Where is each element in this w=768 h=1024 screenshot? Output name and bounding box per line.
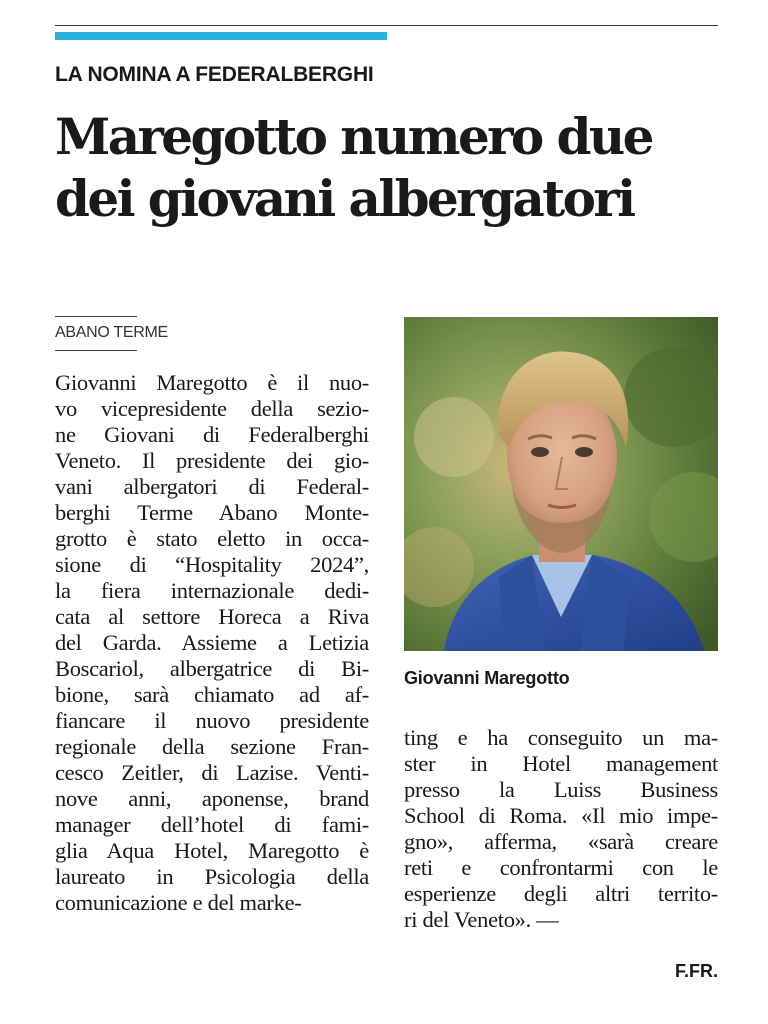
body-text-line: reti e confrontarmi con le bbox=[404, 855, 718, 880]
headline-line-2: dei giovani albergatori bbox=[55, 169, 634, 228]
body-column-left bbox=[55, 370, 369, 916]
body-text-line: vani albergatori di Federal- bbox=[55, 474, 369, 499]
body-text-line: gno», afferma, «sarà creare bbox=[404, 829, 718, 854]
body-text-line: nove anni, aponense, brand bbox=[55, 786, 369, 811]
body-text-line: bione, sarà chiamato ad af- bbox=[55, 682, 369, 707]
body-text-line: cata al settore Horeca a Riva bbox=[55, 604, 369, 629]
body-text-line: berghi Terme Abano Monte- bbox=[55, 500, 369, 525]
body-text-line: glia Aqua Hotel, Maregotto è bbox=[55, 838, 369, 863]
body-text-line: comunicazione e del marke- bbox=[55, 890, 302, 915]
body-text-line: del Garda. Assieme a Letizia bbox=[55, 630, 369, 655]
body-text-line: sione di “Hospitality 2024”, bbox=[55, 552, 369, 577]
body-text-line: Giovanni Maregotto è il nuo- bbox=[55, 370, 369, 395]
photo-caption: Giovanni Maregotto bbox=[404, 668, 570, 688]
body-text-line: ne Giovani di Federalberghi bbox=[55, 422, 369, 447]
headline bbox=[55, 106, 735, 230]
body-text-line: ting e ha conseguito un ma- bbox=[404, 725, 718, 750]
body-text-line: ster in Hotel management bbox=[404, 751, 718, 776]
body-text-line: presso la Luiss Business bbox=[404, 777, 718, 802]
section-accent-bar bbox=[55, 32, 387, 40]
body-column-right bbox=[404, 725, 718, 933]
body-text-line: vo vicepresidente della sezio- bbox=[55, 396, 369, 421]
body-text-line: laureato in Psicologia della bbox=[55, 864, 369, 889]
body-text-line: la fiera internazionale dedi- bbox=[55, 578, 369, 603]
kicker: LA NOMINA A FEDERALBERGHI bbox=[55, 63, 374, 86]
body-text-line: cesco Zeitler, di Lazise. Venti- bbox=[55, 760, 369, 785]
portrait-photo bbox=[404, 317, 718, 651]
body-text-line: Boscariol, albergatrice di Bi- bbox=[55, 656, 369, 681]
dateline-rule-bottom bbox=[55, 350, 137, 351]
body-text-line: School di Roma. «Il mio impe- bbox=[404, 803, 718, 828]
body-text-line: fiancare il nuovo presidente bbox=[55, 708, 369, 733]
portrait-illustration bbox=[404, 317, 718, 651]
dateline-block bbox=[55, 316, 168, 351]
body-text-line: esperienze degli altri territo- bbox=[404, 881, 718, 906]
body-text-line: grotto è stato eletto in occa- bbox=[55, 526, 369, 551]
top-rule bbox=[55, 25, 718, 26]
dateline: ABANO TERME bbox=[55, 324, 168, 341]
body-text-line: manager dell’hotel di fami- bbox=[55, 812, 369, 837]
author-signature: F.FR. bbox=[675, 961, 718, 981]
headline-line-1: Maregotto numero due bbox=[55, 107, 652, 166]
body-text-line: regionale della sezione Fran- bbox=[55, 734, 369, 759]
body-text-line: Veneto. Il presidente dei gio- bbox=[55, 448, 369, 473]
body-text-line: ri del Veneto». — bbox=[404, 907, 559, 932]
